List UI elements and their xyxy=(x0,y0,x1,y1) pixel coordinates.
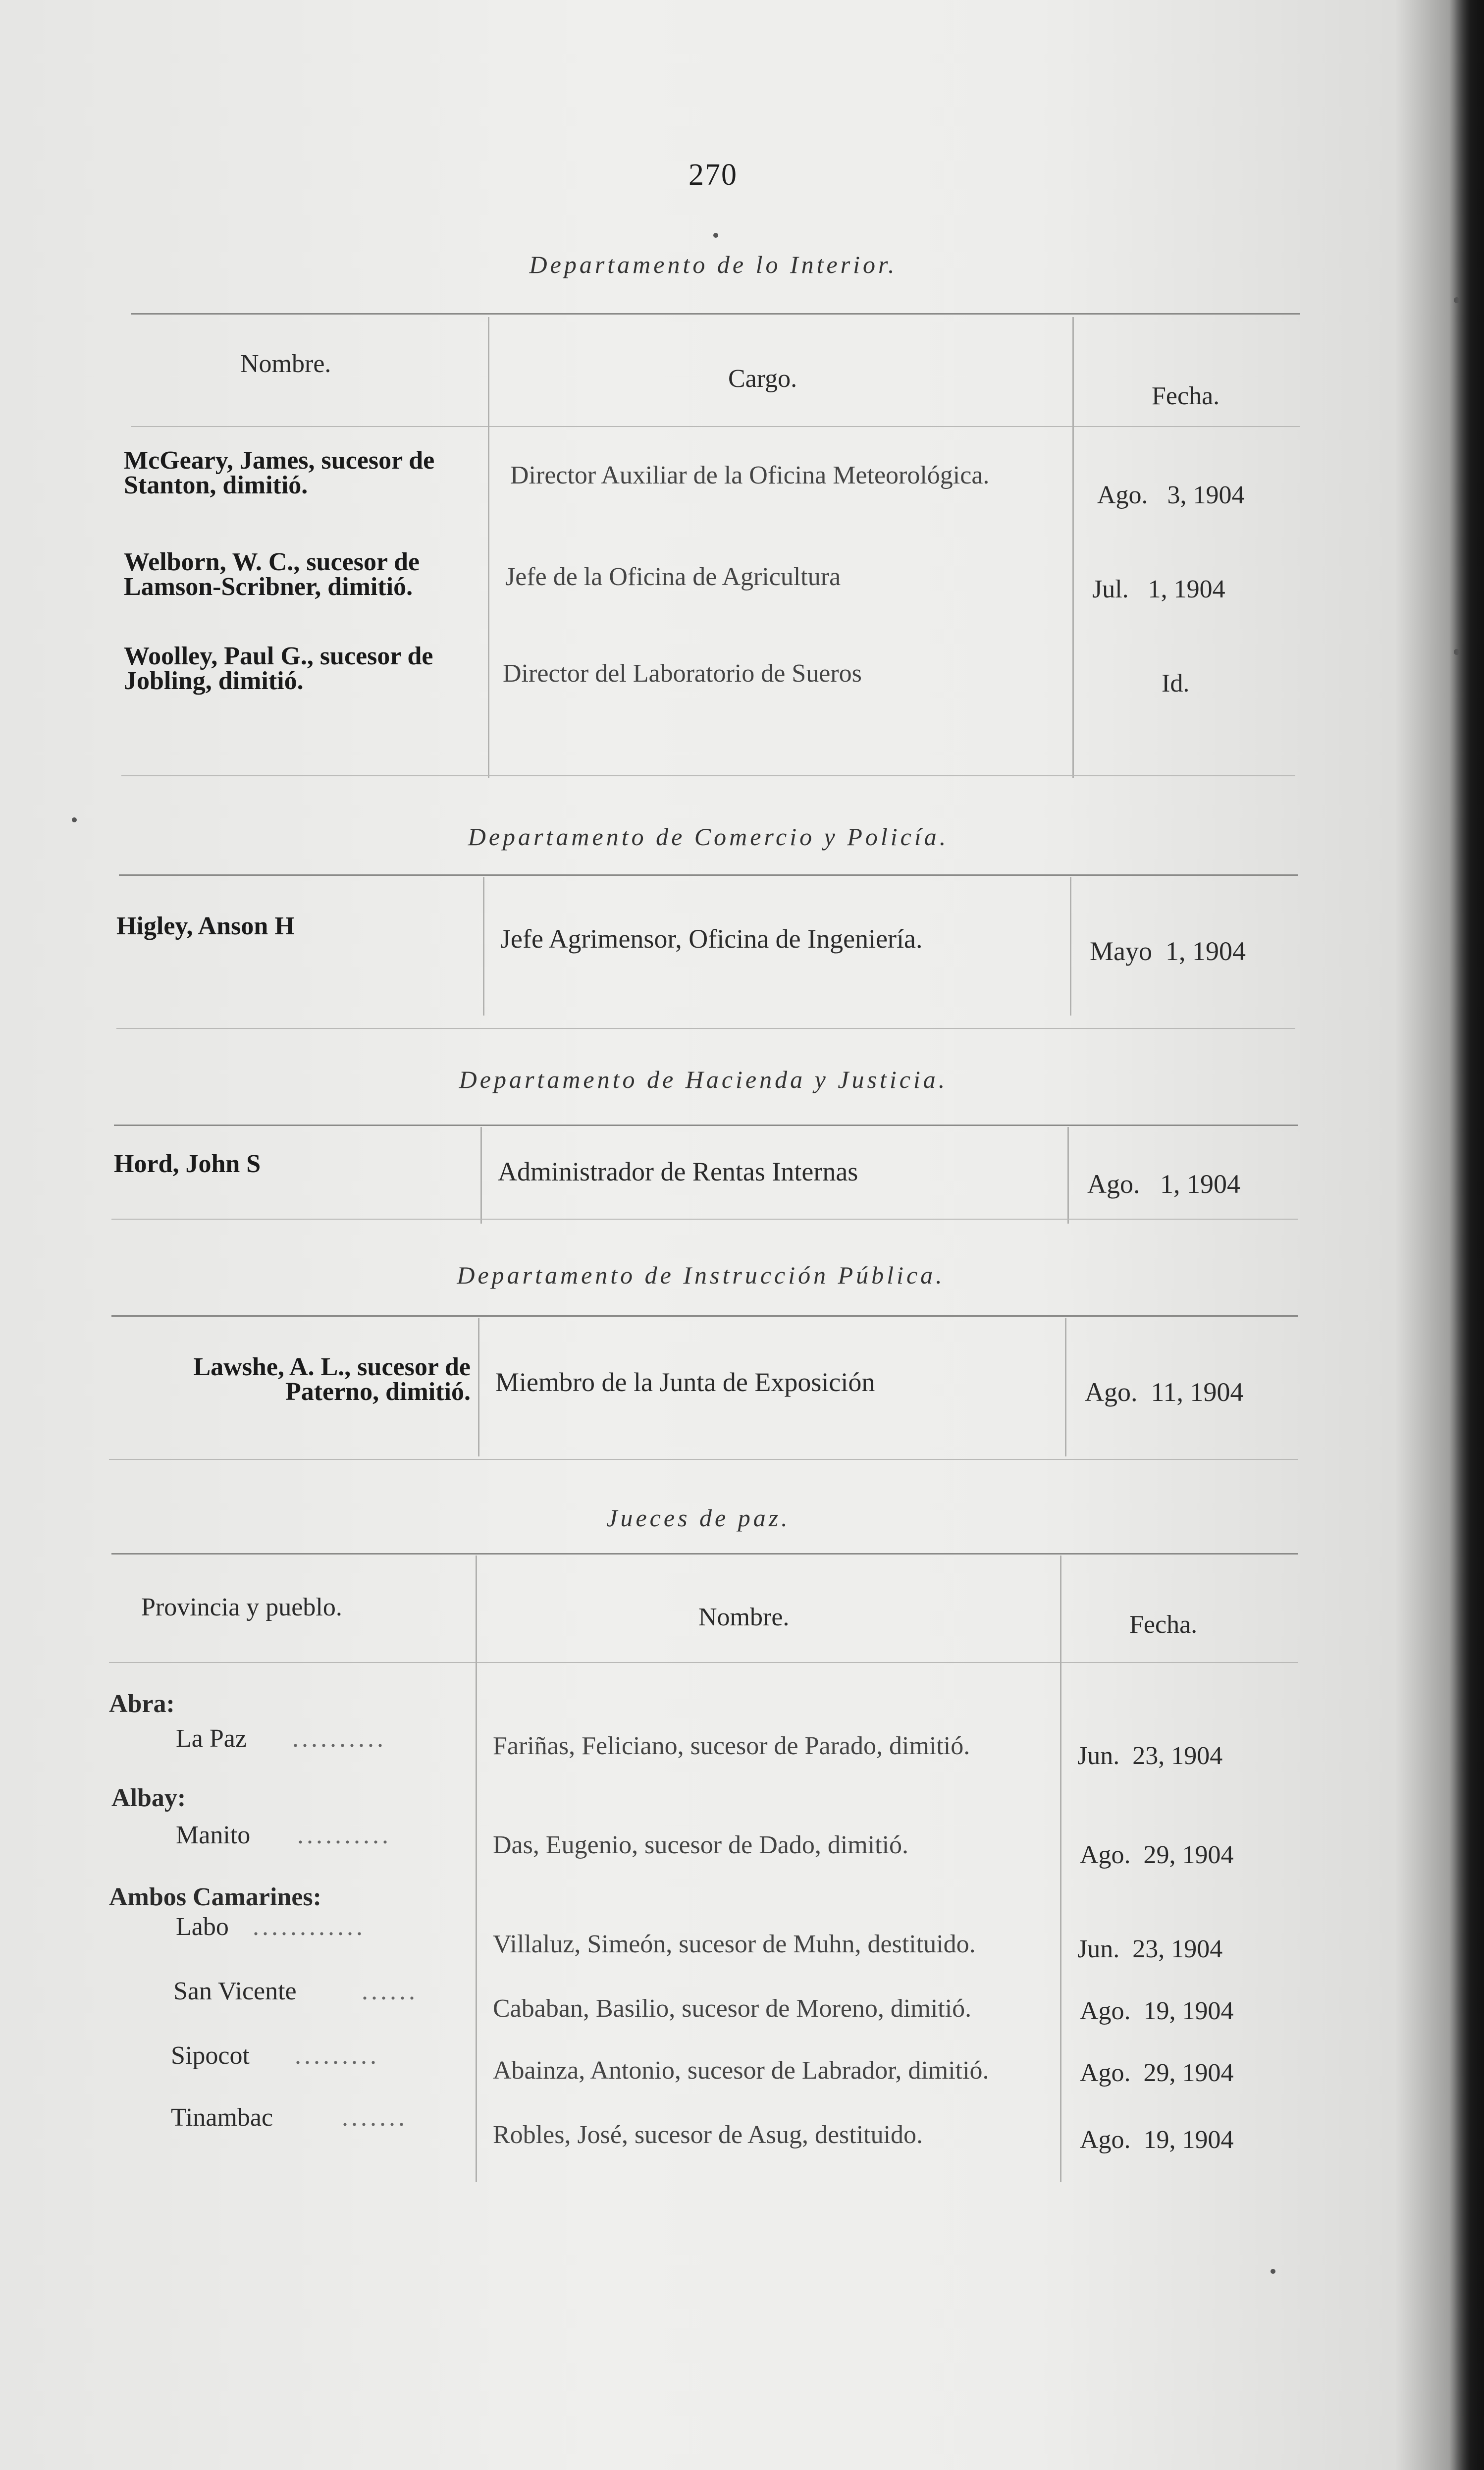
leader-dots: ...... xyxy=(362,1977,418,2005)
town-label: Manito xyxy=(176,1821,251,1849)
town-label: Sipocot xyxy=(171,2041,250,2070)
table-rule xyxy=(114,1125,1298,1126)
row-fecha: Ago. 29, 1904 xyxy=(1080,1841,1234,1869)
row-nombre: Lawshe, A. L., sucesor de Paterno, dimitió. xyxy=(193,1353,471,1406)
town-label: Labo xyxy=(176,1913,229,1941)
row-cargo: Administrador de Rentas Internas xyxy=(498,1157,858,1186)
row-fecha: Jun. 23, 1904 xyxy=(1077,1935,1223,1963)
page-number: 270 xyxy=(689,158,738,192)
section-title-instruccion: Departamento de Instrucción Pública. xyxy=(457,1261,945,1289)
row-nombre: Abainza, Antonio, sucesor de Labrador, dimitió. xyxy=(493,2056,989,2085)
header-nombre: Nombre. xyxy=(240,350,331,378)
row-fecha: Ago. 3, 1904 xyxy=(1097,481,1245,509)
column-divider xyxy=(483,877,484,1016)
page-edge-shadow xyxy=(1449,0,1484,2470)
section-title-hacienda: Departamento de Hacienda y Justicia. xyxy=(459,1066,948,1093)
table-rule xyxy=(111,1315,1298,1317)
header-fecha: Fecha. xyxy=(1152,382,1220,410)
row-cargo: Miembro de la Junta de Exposición xyxy=(495,1367,875,1397)
row-cargo: Jefe de la Oficina de Agricultura xyxy=(505,563,841,591)
column-divider xyxy=(476,1556,477,2182)
leader-dots: ............ xyxy=(253,1913,366,1941)
row-fecha: Ago. 29, 1904 xyxy=(1080,2059,1234,2087)
column-divider xyxy=(478,1318,479,1456)
row-nombre: Higley, Anson H xyxy=(116,912,295,940)
table-rule xyxy=(111,1553,1298,1555)
province-label: Ambos Camarines: xyxy=(109,1883,321,1911)
row-fecha: Ago. 19, 1904 xyxy=(1080,1997,1234,2025)
row-nombre: Cababan, Basilio, sucesor de Moreno, dimitió. xyxy=(493,1994,972,2023)
table-rule xyxy=(111,1219,1298,1220)
table-rule xyxy=(131,426,1300,427)
column-divider xyxy=(488,317,489,778)
row-nombre: Das, Eugenio, sucesor de Dado, dimitió. xyxy=(493,1831,909,1859)
row-nombre: Fariñas, Feliciano, sucesor de Parado, dimitió. xyxy=(493,1732,970,1760)
row-nombre: Villaluz, Simeón, sucesor de Muhn, destituido. xyxy=(493,1930,976,1958)
row-fecha: Jun. 23, 1904 xyxy=(1077,1742,1223,1770)
row-nombre: McGeary, James, sucesor de Stanton, dimitió. xyxy=(124,446,435,499)
header-provincia: Provincia y pueblo. xyxy=(141,1593,342,1621)
scan-speck xyxy=(1454,649,1460,655)
town-label: La Paz xyxy=(176,1724,247,1753)
row-fecha: Ago. 1, 1904 xyxy=(1087,1169,1240,1199)
row-cargo: Director Auxiliar de la Oficina Meteorológica. xyxy=(510,461,990,489)
row-fecha: Ago. 11, 1904 xyxy=(1085,1377,1244,1407)
table-rule xyxy=(109,1662,1298,1663)
town-label: Tinambac xyxy=(171,2103,273,2132)
table-rule xyxy=(109,1459,1298,1460)
row-fecha: Jul. 1, 1904 xyxy=(1092,575,1225,603)
scan-speck xyxy=(1271,2269,1275,2274)
column-divider xyxy=(1060,1556,1061,2182)
scan-speck xyxy=(72,817,77,822)
header-fecha: Fecha. xyxy=(1129,1611,1198,1639)
column-divider xyxy=(1070,877,1071,1016)
leader-dots: .......... xyxy=(292,1724,386,1753)
column-divider xyxy=(1072,317,1074,778)
row-nombre: Welborn, W. C., sucesor de Lamson-Scribner, dimitió. xyxy=(124,548,420,601)
leader-dots: ....... xyxy=(342,2103,408,2132)
section-title-interior: Departamento de lo Interior. xyxy=(529,251,898,278)
leader-dots: ......... xyxy=(295,2041,379,2070)
column-divider xyxy=(1065,1318,1066,1456)
section-title-jueces: Jueces de paz. xyxy=(606,1504,791,1532)
row-cargo: Director del Laboratorio de Sueros xyxy=(503,659,862,688)
column-divider xyxy=(1067,1127,1069,1224)
row-nombre: Hord, John S xyxy=(114,1150,261,1178)
scan-speck xyxy=(1454,297,1460,303)
section-title-comercio: Departamento de Comercio y Policía. xyxy=(468,823,949,851)
town-label: San Vicente xyxy=(173,1977,297,2005)
row-nombre: Woolley, Paul G., sucesor de Jobling, dimitió. xyxy=(124,642,433,695)
province-label: Abra: xyxy=(109,1690,175,1718)
table-rule xyxy=(119,874,1298,876)
province-label: Albay: xyxy=(111,1784,186,1812)
row-fecha: Mayo 1, 1904 xyxy=(1090,936,1246,966)
row-fecha: Id. xyxy=(1162,669,1190,698)
row-fecha: Ago. 19, 1904 xyxy=(1080,2126,1234,2154)
table-rule xyxy=(116,1028,1295,1029)
header-nombre: Nombre. xyxy=(698,1603,790,1631)
row-nombre: Robles, José, sucesor de Asug, destituido. xyxy=(493,2121,923,2149)
table-rule xyxy=(121,775,1295,776)
header-cargo: Cargo. xyxy=(728,365,797,393)
column-divider xyxy=(480,1127,482,1224)
row-cargo: Jefe Agrimensor, Oficina de Ingeniería. xyxy=(500,924,923,954)
leader-dots: .......... xyxy=(297,1821,391,1849)
table-rule xyxy=(131,313,1300,315)
scan-speck xyxy=(713,233,718,238)
